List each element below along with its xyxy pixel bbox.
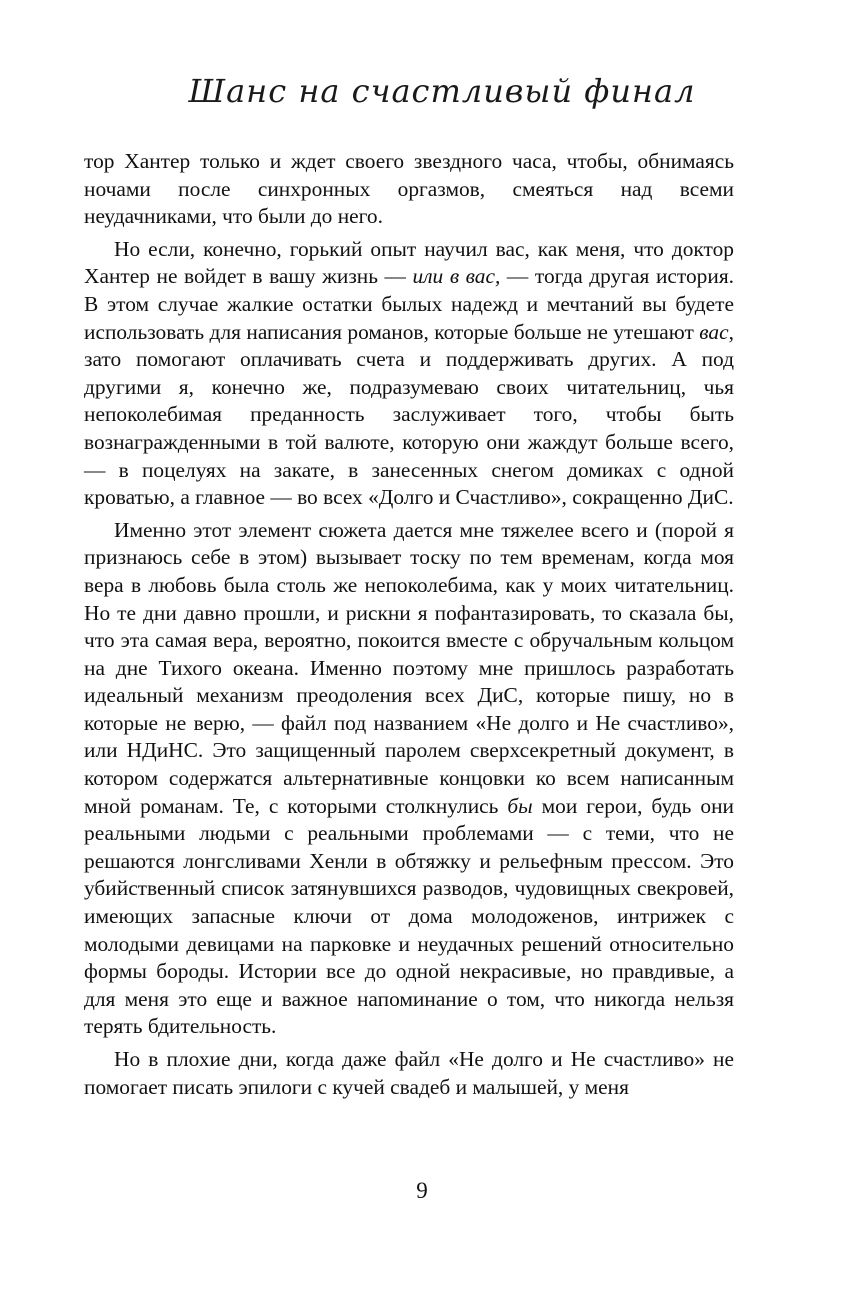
text-segment: Но если, конечно, горький опыт научил вас, как меня, что доктор Хантер не войдет в вашу жизнь — [84, 236, 734, 289]
text-segment: Именно этот элемент сюжета дается мне тяжелее всего и (порой я признаюсь себе в этом) вызывает тоску по тем временам, когда моя вера в любовь была столь же непоколебима, как у моих читательниц. Но те дни давно прошли, и рискни я пофантазировать, то сказала бы, что эта самая вера, вероятно, покоится вместе с обручальным кольцом на дне Тихого океана. Именно поэтому мне пришлось разработать идеальный механизм преодоления всех ДиС, которые пишу, но в которые не верю, — файл под названием «Не долго и Не счастливо», или НДиНС. Это защищенный паролем сверхсекретный документ, в котором содержатся альтернативные концовки ко всем написанным мной романам. Те, с которыми столкнулись [84, 517, 734, 818]
italic-segment: бы [507, 793, 533, 818]
paragraph [84, 517, 734, 1041]
paragraph [84, 1046, 734, 1101]
body-text [84, 148, 734, 1101]
italic-segment: или в вас, [412, 264, 501, 289]
text-segment: мои герои, будь они реальными людьми с реальными проблемами — с теми, что не решаются лонгсливами Хенли в обтяжку и рельефным прессом. Это убийственный список затянувшихся разводов, чудовищных свекровей, имеющих запасные ключи от дома молодоженов, интрижек с молодыми девицами на парковке и неудачных решений относительно формы бороды. Истории все до одной некрасивые, но правдивые, а для меня это еще и важное напоминание о том, что никогда нельзя терять бдительность. [84, 793, 734, 1039]
paragraph [84, 236, 734, 512]
text-segment: тор Хантер только и ждет своего звездного часа, чтобы, обнимаясь ночами после синхронных оргазмов, смеяться над всеми неудачниками, что были до него. [84, 149, 734, 229]
page-number: 9 [416, 1178, 428, 1203]
italic-segment: вас [699, 319, 729, 344]
text-segment: , зато помогают оплачивать счета и поддерживать других. А под другими я, конечно же, подразумеваю своих читательниц, чья непоколебимая преданность заслуживает того, чтобы быть вознагражденными в той валюте, которую они жаждут больше всего, — в поцелуях на закате, в занесенных снегом домиках с одной кроватью, а главное — во всех «Долго и Счастливо», сокращенно ДиС. [84, 319, 734, 510]
running-head: Шанс на счастливый финал [188, 72, 696, 110]
paragraph [84, 148, 734, 231]
text-segment: Но в плохие дни, когда даже файл «Не долго и Не счастливо» не помогает писать эпилоги с кучей свадеб и малышей, у меня [84, 1047, 734, 1099]
text-segment: — тогда другая история. В этом случае жалкие остатки былых надежд и мечтаний вы будете использовать для написания романов, которые больше не утешают [84, 264, 735, 344]
